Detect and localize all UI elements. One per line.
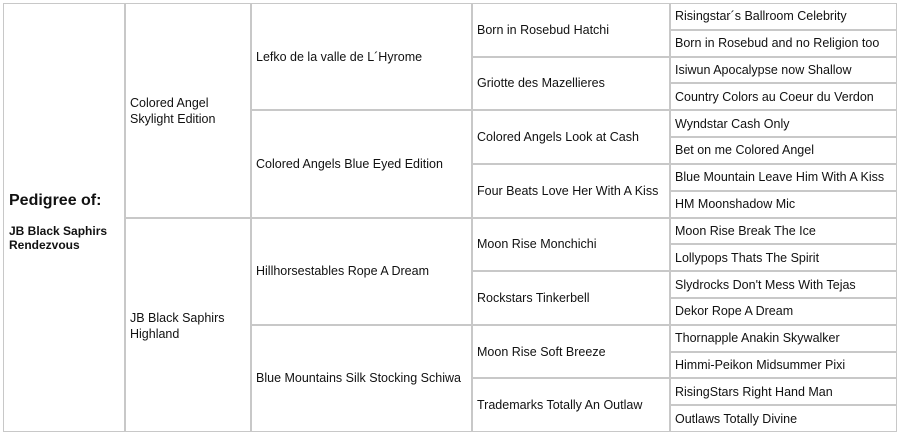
gen4-ancestor-13: Thornapple Anakin Skywalker	[670, 325, 897, 352]
gen3-ancestor-6: Rockstars Tinkerbell	[472, 271, 670, 325]
gen4-ancestor-7: Blue Mountain Leave Him With A Kiss	[670, 164, 897, 191]
gen4-ancestor-5: Wyndstar Cash Only	[670, 110, 897, 137]
gen2-ancestor-1: Lefko de la valle de L´Hyrome	[251, 3, 472, 110]
gen3-ancestor-5: Moon Rise Monchichi	[472, 218, 670, 272]
gen2-ancestor-3: Hillhorsestables Rope A Dream	[251, 218, 472, 325]
gen4-ancestor-14: Himmi-Peikon Midsummer Pixi	[670, 352, 897, 379]
gen1-ancestor-1: Colored Angel Skylight Edition	[125, 3, 251, 218]
gen1-ancestor-2: JB Black Saphirs Highland	[125, 218, 251, 433]
gen4-ancestor-9: Moon Rise Break The Ice	[670, 218, 897, 245]
pedigree-heading: Pedigree of:	[9, 192, 102, 209]
gen3-ancestor-3: Colored Angels Look at Cash	[472, 110, 670, 164]
gen4-ancestor-3: Isiwun Apocalypse now Shallow	[670, 57, 897, 84]
gen4-ancestor-11: Slydrocks Don't Mess With Tejas	[670, 271, 897, 298]
gen4-ancestor-6: Bet on me Colored Angel	[670, 137, 897, 164]
gen4-ancestor-1: Risingstar´s Ballroom Celebrity	[670, 3, 897, 30]
gen3-ancestor-1: Born in Rosebud Hatchi	[472, 3, 670, 57]
gen3-ancestor-7: Moon Rise Soft Breeze	[472, 325, 670, 379]
gen4-ancestor-4: Country Colors au Coeur du Verdon	[670, 83, 897, 110]
subject-name: JB Black Saphirs Rendezvous	[9, 224, 108, 252]
gen4-ancestor-12: Dekor Rope A Dream	[670, 298, 897, 325]
gen4-ancestor-2: Born in Rosebud and no Religion too	[670, 30, 897, 57]
gen3-ancestor-8: Trademarks Totally An Outlaw	[472, 378, 670, 432]
gen4-ancestor-10: Lollypops Thats The Spirit	[670, 244, 897, 271]
gen4-ancestor-8: HM Moonshadow Mic	[670, 191, 897, 218]
gen3-ancestor-2: Griotte des Mazellieres	[472, 57, 670, 111]
gen3-ancestor-4: Four Beats Love Her With A Kiss	[472, 164, 670, 218]
subject-cell	[3, 3, 125, 432]
gen2-ancestor-2: Colored Angels Blue Eyed Edition	[251, 110, 472, 217]
gen2-ancestor-4: Blue Mountains Silk Stocking Schiwa	[251, 325, 472, 432]
gen4-ancestor-15: RisingStars Right Hand Man	[670, 378, 897, 405]
gen4-ancestor-16: Outlaws Totally Divine	[670, 405, 897, 432]
